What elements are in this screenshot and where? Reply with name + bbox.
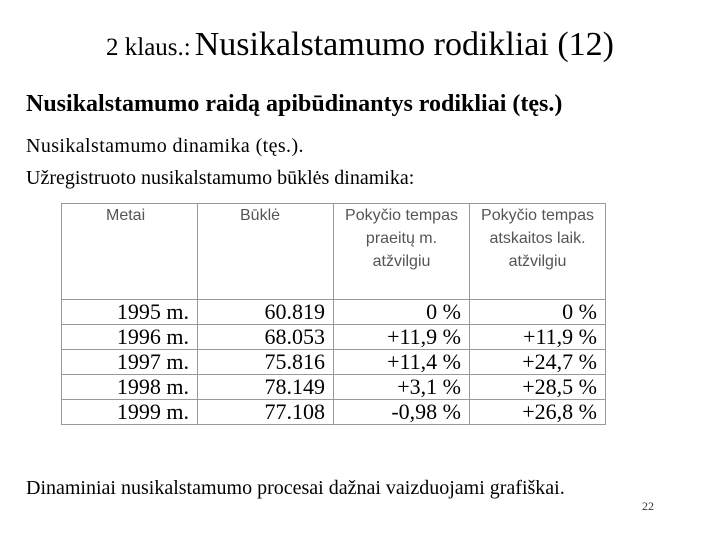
cell-year: 1996 m.	[62, 325, 198, 350]
section-heading: Nusikalstamumo raidą apibūdinantys rodikliai (tęs.)	[26, 91, 563, 117]
table-row	[62, 300, 606, 325]
cell-status: 68.053	[198, 325, 334, 350]
table-caption: Užregistruoto nusikalstamumo būklės dinamika:	[26, 167, 415, 189]
cell-status: 78.149	[198, 375, 334, 400]
header-change-base-period: Pokyčio tempas atskaitos laik. atžvilgiu	[470, 204, 606, 300]
cell-change-base: +11,9 %	[470, 325, 606, 350]
slide-title	[0, 26, 720, 64]
header-change-previous-year: Pokyčio tempas praeitų m. atžvilgiu	[334, 204, 470, 300]
cell-change-previous: 0 %	[334, 300, 470, 325]
cell-year: 1998 m.	[62, 375, 198, 400]
cell-status: 60.819	[198, 300, 334, 325]
cell-change-base: 0 %	[470, 300, 606, 325]
cell-year: 1999 m.	[62, 400, 198, 425]
cell-change-previous: +11,4 %	[334, 350, 470, 375]
cell-change-base: +28,5 %	[470, 375, 606, 400]
cell-change-previous: -0,98 %	[334, 400, 470, 425]
cell-year: 1995 m.	[62, 300, 198, 325]
table-row	[62, 325, 606, 350]
header-status: Būklė	[198, 204, 334, 300]
table-header-row	[62, 204, 606, 300]
table-row	[62, 400, 606, 425]
cell-change-previous: +11,9 %	[334, 325, 470, 350]
cell-year: 1997 m.	[62, 350, 198, 375]
crime-dynamics-table	[61, 203, 606, 425]
cell-status: 75.816	[198, 350, 334, 375]
slide-title-text: Nusikalstamumo rodikliai (12)	[194, 26, 614, 63]
table-row	[62, 350, 606, 375]
page-number: 22	[642, 499, 654, 513]
subsection-heading: Nusikalstamumo dinamika (tęs.).	[26, 135, 304, 157]
cell-change-base: +26,8 %	[470, 400, 606, 425]
chapter-label: 2 klaus.:	[106, 34, 191, 61]
cell-status: 77.108	[198, 400, 334, 425]
header-year: Metai	[62, 204, 198, 300]
cell-change-base: +24,7 %	[470, 350, 606, 375]
cell-change-previous: +3,1 %	[334, 375, 470, 400]
table-row	[62, 375, 606, 400]
summary-text: Dinaminiai nusikalstamumo procesai dažnai vaizduojami grafiškai.	[26, 477, 565, 499]
